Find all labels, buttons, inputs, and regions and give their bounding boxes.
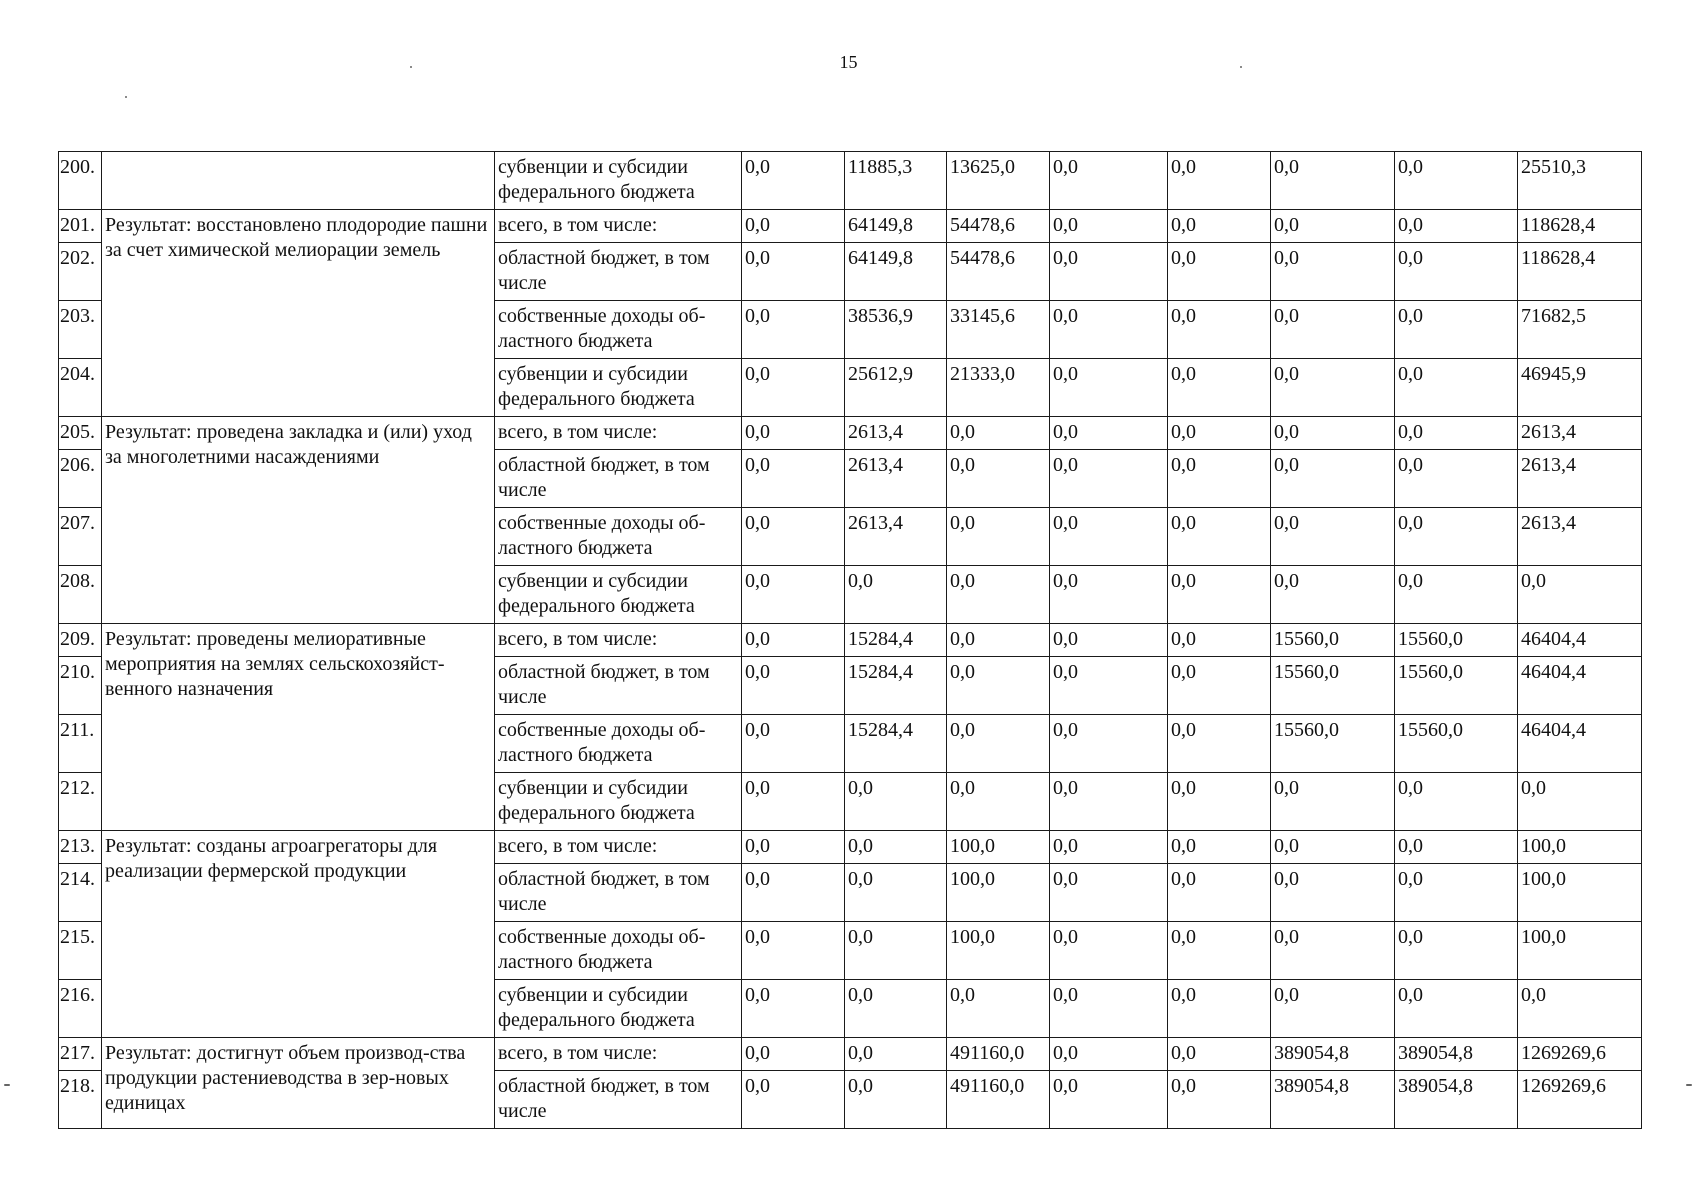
year-value: 0,0 bbox=[1168, 210, 1271, 243]
year-value: 15560,0 bbox=[1271, 715, 1395, 773]
year-value: 0,0 bbox=[947, 450, 1050, 508]
year-value: 0,0 bbox=[742, 624, 845, 657]
total-value: 0,0 bbox=[1518, 980, 1642, 1038]
year-value: 0,0 bbox=[1395, 417, 1518, 450]
year-value: 0,0 bbox=[845, 980, 947, 1038]
year-value: 0,0 bbox=[1271, 773, 1395, 831]
year-value: 0,0 bbox=[1168, 624, 1271, 657]
total-value: 2613,4 bbox=[1518, 417, 1642, 450]
budget-table bbox=[58, 151, 1642, 1129]
total-value: 118628,4 bbox=[1518, 243, 1642, 301]
year-value: 11885,3 bbox=[845, 152, 947, 210]
year-value: 15284,4 bbox=[845, 715, 947, 773]
year-value: 100,0 bbox=[947, 864, 1050, 922]
year-value: 0,0 bbox=[742, 773, 845, 831]
year-value: 0,0 bbox=[1168, 450, 1271, 508]
result-cell-empty bbox=[102, 152, 495, 210]
year-value: 0,0 bbox=[947, 773, 1050, 831]
year-value: 0,0 bbox=[1168, 417, 1271, 450]
year-value: 15284,4 bbox=[845, 624, 947, 657]
total-value: 0,0 bbox=[1518, 566, 1642, 624]
year-value: 0,0 bbox=[947, 657, 1050, 715]
total-value: 25510,3 bbox=[1518, 152, 1642, 210]
year-value: 389054,8 bbox=[1395, 1071, 1518, 1129]
year-value: 0,0 bbox=[1271, 243, 1395, 301]
year-value: 0,0 bbox=[742, 715, 845, 773]
year-value: 0,0 bbox=[1395, 450, 1518, 508]
total-value: 2613,4 bbox=[1518, 508, 1642, 566]
row-number: 207. bbox=[59, 508, 102, 566]
year-value: 0,0 bbox=[1395, 359, 1518, 417]
year-value: 0,0 bbox=[1168, 922, 1271, 980]
year-value: 0,0 bbox=[1395, 864, 1518, 922]
funding-source: субвенции и субсидии федерального бюджета bbox=[495, 980, 742, 1038]
year-value: 0,0 bbox=[1050, 980, 1168, 1038]
funding-source: субвенции и субсидии федерального бюджета bbox=[495, 566, 742, 624]
year-value: 15560,0 bbox=[1395, 624, 1518, 657]
year-value: 0,0 bbox=[1050, 508, 1168, 566]
year-value: 491160,0 bbox=[947, 1038, 1050, 1071]
year-value: 0,0 bbox=[742, 922, 845, 980]
scan-speck bbox=[1240, 66, 1242, 68]
year-value: 0,0 bbox=[1168, 831, 1271, 864]
year-value: 100,0 bbox=[947, 922, 1050, 980]
year-value: 0,0 bbox=[845, 773, 947, 831]
table-row bbox=[59, 1038, 1642, 1071]
year-value: 0,0 bbox=[742, 1038, 845, 1071]
funding-source: областной бюджет, в том числе bbox=[495, 1071, 742, 1129]
total-value: 1269269,6 bbox=[1518, 1038, 1642, 1071]
year-value: 0,0 bbox=[1050, 773, 1168, 831]
year-value: 0,0 bbox=[947, 624, 1050, 657]
year-value: 491160,0 bbox=[947, 1071, 1050, 1129]
total-value: 2613,4 bbox=[1518, 450, 1642, 508]
year-value: 25612,9 bbox=[845, 359, 947, 417]
table-row bbox=[59, 417, 1642, 450]
year-value: 0,0 bbox=[947, 715, 1050, 773]
year-value: 0,0 bbox=[1271, 508, 1395, 566]
year-value: 0,0 bbox=[1271, 831, 1395, 864]
year-value: 0,0 bbox=[1395, 508, 1518, 566]
year-value: 0,0 bbox=[1168, 566, 1271, 624]
year-value: 0,0 bbox=[1050, 566, 1168, 624]
total-value: 1269269,6 bbox=[1518, 1071, 1642, 1129]
year-value: 0,0 bbox=[1271, 450, 1395, 508]
year-value: 0,0 bbox=[742, 359, 845, 417]
row-number: 200. bbox=[59, 152, 102, 210]
year-value: 0,0 bbox=[1050, 450, 1168, 508]
row-number: 217. bbox=[59, 1038, 102, 1071]
year-value: 0,0 bbox=[1050, 922, 1168, 980]
year-value: 38536,9 bbox=[845, 301, 947, 359]
year-value: 0,0 bbox=[1168, 152, 1271, 210]
year-value: 0,0 bbox=[742, 1071, 845, 1129]
funding-source: областной бюджет, в том числе bbox=[495, 657, 742, 715]
year-value: 64149,8 bbox=[845, 243, 947, 301]
total-value: 100,0 bbox=[1518, 864, 1642, 922]
year-value: 0,0 bbox=[742, 301, 845, 359]
row-number: 213. bbox=[59, 831, 102, 864]
result-description: Результат: проведены мелиоративные мероприятия на землях сельскохозяйст-венного назначения bbox=[102, 624, 495, 831]
year-value: 0,0 bbox=[742, 566, 845, 624]
year-value: 0,0 bbox=[1271, 980, 1395, 1038]
year-value: 0,0 bbox=[1168, 359, 1271, 417]
year-value: 21333,0 bbox=[947, 359, 1050, 417]
result-description: Результат: восстановлено плодородие пашни за счет химической мелиорации земель bbox=[102, 210, 495, 417]
year-value: 0,0 bbox=[1271, 566, 1395, 624]
row-number: 208. bbox=[59, 566, 102, 624]
year-value: 0,0 bbox=[742, 243, 845, 301]
funding-source: субвенции и субсидии федерального бюджета bbox=[495, 152, 742, 210]
table-row bbox=[59, 210, 1642, 243]
year-value: 0,0 bbox=[1168, 773, 1271, 831]
year-value: 0,0 bbox=[742, 864, 845, 922]
year-value: 15560,0 bbox=[1395, 715, 1518, 773]
page-number: 15 bbox=[839, 52, 858, 72]
year-value: 0,0 bbox=[845, 922, 947, 980]
year-value: 64149,8 bbox=[845, 210, 947, 243]
year-value: 0,0 bbox=[1050, 1038, 1168, 1071]
funding-source: всего, в том числе: bbox=[495, 210, 742, 243]
year-value: 0,0 bbox=[1271, 210, 1395, 243]
year-value: 15560,0 bbox=[1271, 624, 1395, 657]
row-number: 202. bbox=[59, 243, 102, 301]
year-value: 0,0 bbox=[1271, 152, 1395, 210]
year-value: 0,0 bbox=[947, 566, 1050, 624]
year-value: 0,0 bbox=[1395, 243, 1518, 301]
funding-source: субвенции и субсидии федерального бюджета bbox=[495, 773, 742, 831]
year-value: 0,0 bbox=[1168, 1071, 1271, 1129]
year-value: 389054,8 bbox=[1395, 1038, 1518, 1071]
row-number: 204. bbox=[59, 359, 102, 417]
row-number: 205. bbox=[59, 417, 102, 450]
year-value: 0,0 bbox=[1395, 152, 1518, 210]
scan-speck bbox=[1686, 1084, 1692, 1086]
result-description: Результат: созданы агроагрегаторы для реализации фермерской продукции bbox=[102, 831, 495, 1038]
scan-speck bbox=[4, 1084, 10, 1086]
year-value: 2613,4 bbox=[845, 508, 947, 566]
year-value: 0,0 bbox=[845, 1038, 947, 1071]
row-number: 203. bbox=[59, 301, 102, 359]
year-value: 0,0 bbox=[1395, 980, 1518, 1038]
funding-source: областной бюджет, в том числе bbox=[495, 864, 742, 922]
funding-source: всего, в том числе: bbox=[495, 1038, 742, 1071]
year-value: 54478,6 bbox=[947, 210, 1050, 243]
row-number: 212. bbox=[59, 773, 102, 831]
year-value: 0,0 bbox=[1271, 359, 1395, 417]
funding-source: собственные доходы об-ластного бюджета bbox=[495, 715, 742, 773]
year-value: 389054,8 bbox=[1271, 1038, 1395, 1071]
year-value: 0,0 bbox=[1168, 980, 1271, 1038]
scan-speck bbox=[125, 96, 127, 98]
year-value: 0,0 bbox=[1050, 243, 1168, 301]
year-value: 15560,0 bbox=[1271, 657, 1395, 715]
year-value: 15560,0 bbox=[1395, 657, 1518, 715]
row-number: 216. bbox=[59, 980, 102, 1038]
year-value: 0,0 bbox=[1395, 831, 1518, 864]
year-value: 0,0 bbox=[742, 980, 845, 1038]
year-value: 13625,0 bbox=[947, 152, 1050, 210]
total-value: 100,0 bbox=[1518, 922, 1642, 980]
year-value: 0,0 bbox=[845, 831, 947, 864]
year-value: 0,0 bbox=[1168, 508, 1271, 566]
year-value: 0,0 bbox=[1050, 1071, 1168, 1129]
result-description: Результат: проведена закладка и (или) уход за многолетними насаждениями bbox=[102, 417, 495, 624]
year-value: 0,0 bbox=[1395, 301, 1518, 359]
total-value: 46404,4 bbox=[1518, 624, 1642, 657]
year-value: 0,0 bbox=[1050, 864, 1168, 922]
year-value: 0,0 bbox=[1168, 1038, 1271, 1071]
row-number: 214. bbox=[59, 864, 102, 922]
year-value: 0,0 bbox=[1168, 301, 1271, 359]
year-value: 0,0 bbox=[947, 417, 1050, 450]
total-value: 71682,5 bbox=[1518, 301, 1642, 359]
year-value: 0,0 bbox=[1395, 210, 1518, 243]
total-value: 46404,4 bbox=[1518, 715, 1642, 773]
year-value: 0,0 bbox=[1395, 566, 1518, 624]
funding-source: собственные доходы об-ластного бюджета bbox=[495, 508, 742, 566]
funding-source: всего, в том числе: bbox=[495, 417, 742, 450]
year-value: 15284,4 bbox=[845, 657, 947, 715]
year-value: 0,0 bbox=[1050, 624, 1168, 657]
year-value: 0,0 bbox=[845, 864, 947, 922]
row-number: 201. bbox=[59, 210, 102, 243]
result-description: Результат: достигнут объем производ-ства продукции растениеводства в зер-новых единицах bbox=[102, 1038, 495, 1129]
table-row bbox=[59, 831, 1642, 864]
funding-source: всего, в том числе: bbox=[495, 624, 742, 657]
funding-source: собственные доходы об-ластного бюджета bbox=[495, 922, 742, 980]
year-value: 0,0 bbox=[947, 508, 1050, 566]
year-value: 0,0 bbox=[1168, 657, 1271, 715]
funding-source: областной бюджет, в том числе bbox=[495, 450, 742, 508]
year-value: 0,0 bbox=[1050, 657, 1168, 715]
year-value: 0,0 bbox=[1168, 715, 1271, 773]
row-number: 209. bbox=[59, 624, 102, 657]
row-number: 218. bbox=[59, 1071, 102, 1129]
funding-source: областной бюджет, в том числе bbox=[495, 243, 742, 301]
year-value: 54478,6 bbox=[947, 243, 1050, 301]
funding-source: всего, в том числе: bbox=[495, 831, 742, 864]
row-number: 206. bbox=[59, 450, 102, 508]
year-value: 0,0 bbox=[1271, 922, 1395, 980]
year-value: 0,0 bbox=[1050, 301, 1168, 359]
funding-source: субвенции и субсидии федерального бюджета bbox=[495, 359, 742, 417]
year-value: 0,0 bbox=[1050, 715, 1168, 773]
budget-table-container bbox=[58, 151, 1641, 1129]
year-value: 0,0 bbox=[1395, 773, 1518, 831]
year-value: 0,0 bbox=[1050, 831, 1168, 864]
year-value: 0,0 bbox=[1050, 210, 1168, 243]
year-value: 0,0 bbox=[742, 417, 845, 450]
row-number: 210. bbox=[59, 657, 102, 715]
year-value: 0,0 bbox=[1395, 922, 1518, 980]
year-value: 0,0 bbox=[1271, 417, 1395, 450]
year-value: 0,0 bbox=[1050, 152, 1168, 210]
year-value: 0,0 bbox=[1168, 864, 1271, 922]
year-value: 33145,6 bbox=[947, 301, 1050, 359]
year-value: 0,0 bbox=[1050, 417, 1168, 450]
year-value: 0,0 bbox=[742, 508, 845, 566]
scan-speck bbox=[410, 66, 412, 68]
row-number: 211. bbox=[59, 715, 102, 773]
year-value: 2613,4 bbox=[845, 417, 947, 450]
table-row bbox=[59, 624, 1642, 657]
row-number: 215. bbox=[59, 922, 102, 980]
total-value: 118628,4 bbox=[1518, 210, 1642, 243]
year-value: 0,0 bbox=[845, 1071, 947, 1129]
year-value: 100,0 bbox=[947, 831, 1050, 864]
year-value: 0,0 bbox=[1168, 243, 1271, 301]
total-value: 46404,4 bbox=[1518, 657, 1642, 715]
year-value: 0,0 bbox=[1050, 359, 1168, 417]
year-value: 0,0 bbox=[742, 152, 845, 210]
year-value: 2613,4 bbox=[845, 450, 947, 508]
year-value: 0,0 bbox=[1271, 864, 1395, 922]
year-value: 0,0 bbox=[1271, 301, 1395, 359]
year-value: 0,0 bbox=[742, 831, 845, 864]
year-value: 0,0 bbox=[742, 210, 845, 243]
total-value: 46945,9 bbox=[1518, 359, 1642, 417]
year-value: 0,0 bbox=[845, 566, 947, 624]
funding-source: собственные доходы об-ластного бюджета bbox=[495, 301, 742, 359]
year-value: 389054,8 bbox=[1271, 1071, 1395, 1129]
total-value: 0,0 bbox=[1518, 773, 1642, 831]
total-value: 100,0 bbox=[1518, 831, 1642, 864]
table-row bbox=[59, 152, 1642, 210]
year-value: 0,0 bbox=[742, 657, 845, 715]
year-value: 0,0 bbox=[742, 450, 845, 508]
year-value: 0,0 bbox=[947, 980, 1050, 1038]
